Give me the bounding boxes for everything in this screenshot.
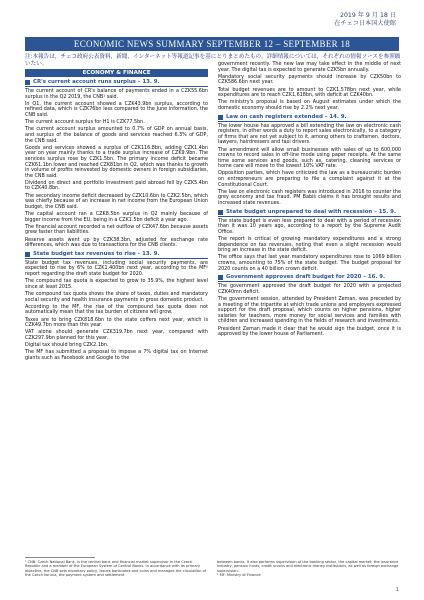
article-heading-text: State budget unprepared to deal with recession – 15. 9. [226,208,396,215]
article-paragraph: The secondary income deficit decreased by CZK10.6bn to CZK2.5bn, which was chiefly because of an increase in net income from the European Union budget, the CNB said. [25,192,208,210]
article-paragraph: The office says that last year mandatory expenditures rose to 1069 billion crowns, amounting to 75% of the state budget. The budget proposal for 2020 counts on a 40 billion crown deficit. [218,254,401,272]
square-bullet-icon [218,115,223,120]
footnote-rule [25,557,95,558]
page-number: 1 [395,587,399,593]
article-paragraph: In Q1, the current account showed a CZK43.9bn surplus, according to refined data, which is CZK76bn less compared to the June information, the CNB said. [25,100,208,118]
article-heading-text: State budget tax revenues to rise – 13. 9. [33,250,160,257]
article-paragraph: The current account surplus for H1 is CZK77.5bn. [25,119,145,126]
article-paragraph: The capital account ran a CZK8.5bn surplus in Q2 mainly because of bigger income from the EU, being in a CZK1.5bn deficit a year ago. [25,211,208,223]
article-paragraph: According to the MF, the rise of the compound tax quota does not automatically mean that the tax burden of citizens will grow. [25,303,208,316]
article-paragraph: government recently. The new law may take effect in the middle of next year. The digital tax is expected to generate CZK5bn annually. [218,61,401,73]
square-bullet-icon [218,210,223,215]
article-paragraph: Total budget revenues are to amount to CZK1,578bn next year, while expenditures are to reach CZK1,618bn, with deficit at CZK40bn. [218,86,401,99]
article-paragraph: The lower house has approved a bill extending the law on electronic cash registers, in other words a duty to report sales electronically, to a category of firms that are not yet subject to it, among others to craftsmen, doctors, lawyers, hairdressers and taxi drivers. [218,122,401,146]
article-heading [218,209,401,217]
article-paragraph: The report is critical of growing mandatory expenditures and a strong dependence on tax revenues, noting that even a slight recession would bring an increase in the state deficit. [218,236,401,254]
article-paragraph: Reserve assets went up by CZK38.3bn, adjusted for exchange rate differences, which was due to transactions for the CNB clients. [25,236,208,249]
article-paragraph: The current account of CR's balance of payments ended in a CZK55.6bn surplus in the Q2 2019, the CNB¹ said. [25,88,208,100]
header-date-block [334,12,396,28]
header-date: 2019 年 9 月 18 日 [340,12,396,19]
article-heading [25,251,208,259]
article-paragraph: Taxes are to bring CZK818.6bn to the state coffers next year, which is CZK49.7bn more than this year. [25,316,208,329]
article-paragraph: Mandatory social security payments should increase by CZK50bn to CZK586.6bn next year. [218,73,401,86]
article-paragraph: The financial account recorded a net outflow of CZK47.6bn because assets grew faster than liabilities. [25,223,208,236]
article-paragraph: Dividend on direct and portfolio investment paid abroad fell by CZK5.4bn to CZK40.8bn. [25,179,208,192]
article-paragraph: The MF has submitted a proposal to impose a 7% digital tax on Internet giants such as Facebook and Google to the [25,349,208,361]
article-paragraph: The amendment will allow small businesses with sales of up to 600,000 crowns to record sales in off-line mode using paper receipts. At the same time some services and goods, such as, catering, cleaning services or home care will move to the lowest 10% VAT rate. [218,146,401,170]
article-paragraph: The government session, attended by President Zeman, was preceded by a meeting of the tripartite at which trade unions and employers expressed support for the draft proposal, which counts on higher pensions, higher salaries for teachers, more money for social services and families with children and increased spending in the fields of research and investments. [218,295,401,325]
article-paragraph: Opposition parties, which have criticized the law as a bureaucratic burden on entrepreneurs are preparing to file a complaint against it at the Constitutional Court. [218,170,401,188]
article-paragraph: Digital tax should bring CZK2.1bn. [25,342,109,349]
article-paragraph: The ministry's proposal is based on August estimates under which the domestic economy should rise by 2.2% next year. [218,99,401,111]
article-paragraph: Goods and services showed a surplus of CZK116.8bn, adding CZK1.4bn year on year mainly thanks to a trade surplus increase of CZK9.9bn. The services surplus rose by CZK1.5bn. The primary income deficit became CZK61.1bn lower and reached CZK81bn in Q2, which was thanks to growth in volume of profits reinvested by domestic owners in foreign subsidiaries, the CNB said. [25,144,208,179]
square-bullet-icon [25,80,30,85]
article-heading [218,274,401,282]
article-paragraph: State budget tax revenues, including social security payments, are expected to rise by 6% to CZK1.400bn next year, according to the MF² report regarding the draft state budget for 2020. [25,259,208,277]
article-heading-text: Government approves draft budget for 2020 – 16. 9. [226,274,386,281]
page-title: ECONOMIC NEWS SUMMARY SEPTEMBER 12 – SEPTEMBER 18 [25,37,399,51]
article-heading-text: CR's current account runs surplus – 13. 9. [33,79,160,85]
section-bar: ECONOMY & FINANCE [25,69,208,77]
article-heading [25,79,208,87]
footnote-right: between banks. It also performs supervision of the banking sector, the capital market, the insurance industry, pension funds, credit unions and electronic money institutions, as well as foreign exchange supervision. ² MF: Ministry of Finance [217,560,399,578]
article-paragraph: The law on electronic cash registers was introduced in 2016 to counter the grey economy and tax fraud. PM Babiš claims it has brought results and increased state revenues. [218,188,401,207]
article-paragraph: The current account surplus amounted to 0.7% of GDP on annual basis, and surplus of the balance of goods and services reached 6.3% of GDP, the CNB said. [25,126,208,144]
source-note: 注:本報告は，チェコ政府公表資料，新聞，インターネット等報道記事を基にとりまとめたもの。詳細情報については，それぞれの情報ソースを参照願いたい。 [25,54,401,68]
square-bullet-icon [218,275,223,280]
article-paragraph: President Zeman made it clear that he would sign the budget, once it is approved by the lower house of Parliament. [218,325,401,338]
footnotes [25,560,399,578]
footnote-left: ¹ CNB: Czech National Bank, is the central bank and financial market supervisor in the Czech Republic and a member of the European System of Central Banks. In accordance with its primary objective, the CNB sets monetary policy, issues banknotes and coins and manages the circulation of the Czech koruna, the payment system and settlement [25,560,206,578]
article-paragraph: The compound tax quota shows the share of taxes, duties and mandatory social security and health insurance payments in gross domestic product. [25,290,208,303]
left-column [25,69,208,363]
right-column [218,62,401,339]
article-paragraph: The compound tax quota is expected to grow to 35.9%, the highest level since at least 2015. [25,278,208,290]
square-bullet-icon [25,252,30,257]
article-paragraph: The state budget is even less prepared to deal with a period of recession than it was 10 years ago, according to a report by the Supreme Audit Office. [218,217,401,235]
article-paragraph: VAT alone should generate CZK319.7bn next year, compared with CZK297.9bn planned for this year. [25,329,208,341]
article-heading [218,114,401,122]
article-heading-text: Law on cash registers extended – 14. 9. [226,113,347,120]
article-paragraph: The government approved the draft budget for 2020 with a projected CZK40mn deficit. [218,283,401,295]
header-org: 在チェコ日本国大使館 [334,20,396,27]
